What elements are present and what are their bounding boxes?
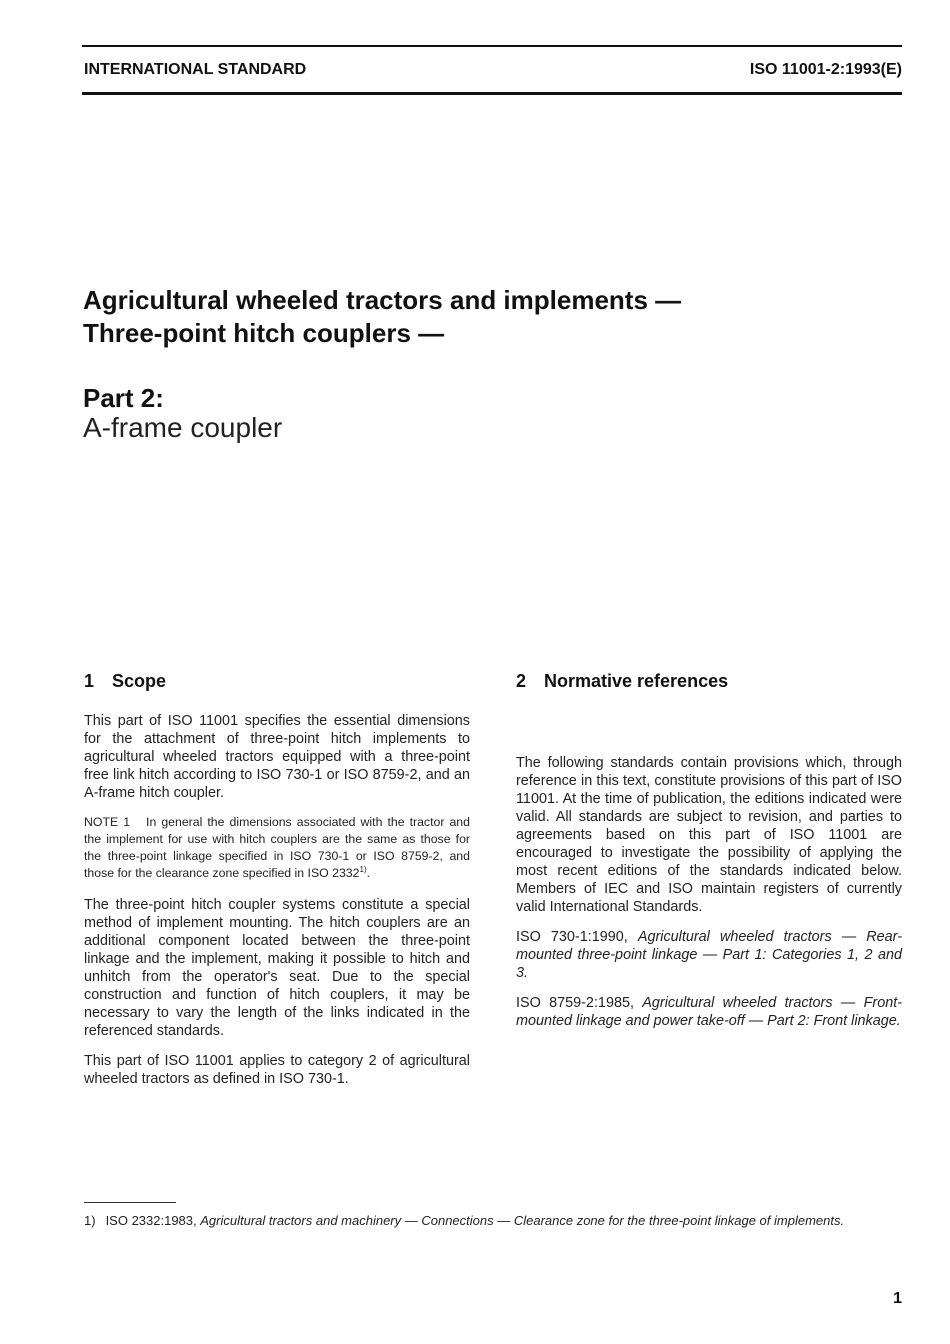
document-title <box>83 284 681 350</box>
part-subtitle: A-frame coupler <box>83 412 283 443</box>
normative-title: Normative references <box>544 671 729 691</box>
normative-heading <box>516 672 902 690</box>
note-text: In general the dimensions associated with the tractor and the implement for use with hitch couplers are the same as those for the three-point linkage specified in ISO 730-1 or ISO 8759-2, and those for the clearance zone specified in ISO 2332 <box>84 815 470 880</box>
footnote <box>84 1212 902 1229</box>
footnote-separator <box>84 1202 176 1203</box>
header-rule-top <box>82 45 902 47</box>
footnote-code: ISO 2332:1983, <box>105 1213 197 1228</box>
title-line-2: Three-point hitch couplers — <box>83 318 445 348</box>
footnote-number: 1) <box>84 1213 96 1228</box>
normative-intro: The following standards contain provisions which, through reference in this text, constitute provisions of this part of ISO 11001. At the time of publication, the editions indicated were valid. All standards are subject to revision, and parties to agreements based on this part of ISO 11001 are encouraged to investigate the possibility of applying the most recent editions of the standards indicated below. Members of IEC and ISO maintain registers of currently valid International Standards. <box>516 755 902 915</box>
part-label: Part 2: <box>83 383 164 413</box>
scope-title: Scope <box>112 671 167 691</box>
note-end: . <box>366 866 371 880</box>
scope-paragraph-1: This part of ISO 11001 specifies the essential dimensions for the attachment of three-point hitch implements to agricultural wheeled tractors equipped with a three-point free link hitch according to ISO 730-1 or ISO 8759-2, and an A-frame hitch coupler. <box>84 713 470 801</box>
document-type: INTERNATIONAL STANDARD <box>84 61 307 78</box>
reference-item <box>516 928 902 982</box>
reference-title: Agricultural wheeled tractors — Rear-mounted three-point linkage — Part 1: Categories 1, 2 and 3. <box>516 929 903 981</box>
scope-number: 1 <box>84 671 95 691</box>
scope-paragraph-2: The three-point hitch coupler systems constitute a special method of implement mounting. The hitch couplers are an additional component located between the three-point linkage and the implement, making it possible to hitch and unhitch from the operator's seat. Due to the special construction and function of hitch couplers, it may be necessary to vary the length of the links indicated in the referenced standards. <box>84 897 470 1039</box>
document-number: ISO 11001-2:1993(E) <box>749 61 902 78</box>
footnote-reference: 1) <box>359 864 367 874</box>
footnote-title: Agricultural tractors and machinery — Connections — Clearance zone for the three-point linkage of implements. <box>200 1213 845 1228</box>
header-rule-bottom <box>82 92 902 95</box>
scope-section <box>84 672 470 1100</box>
note-label: NOTE 1 <box>84 815 131 829</box>
reference-code: ISO 8759-2:1985, <box>516 995 634 1011</box>
title-line-1: Agricultural wheeled tractors and implements — <box>83 285 682 315</box>
scope-heading <box>84 672 470 690</box>
scope-note <box>84 814 470 882</box>
reference-item <box>516 994 902 1030</box>
reference-title: Agricultural wheeled tractors — Front-mounted linkage and power take-off — Part 2: Front linkage. <box>516 995 902 1029</box>
scope-paragraph-3: This part of ISO 11001 applies to category 2 of agricultural wheeled tractors as defined in ISO 730-1. <box>84 1053 470 1087</box>
reference-code: ISO 730-1:1990, <box>516 929 628 945</box>
normative-number: 2 <box>516 671 527 691</box>
normative-references-section <box>516 672 902 1042</box>
page-number: 1 <box>893 1290 902 1307</box>
